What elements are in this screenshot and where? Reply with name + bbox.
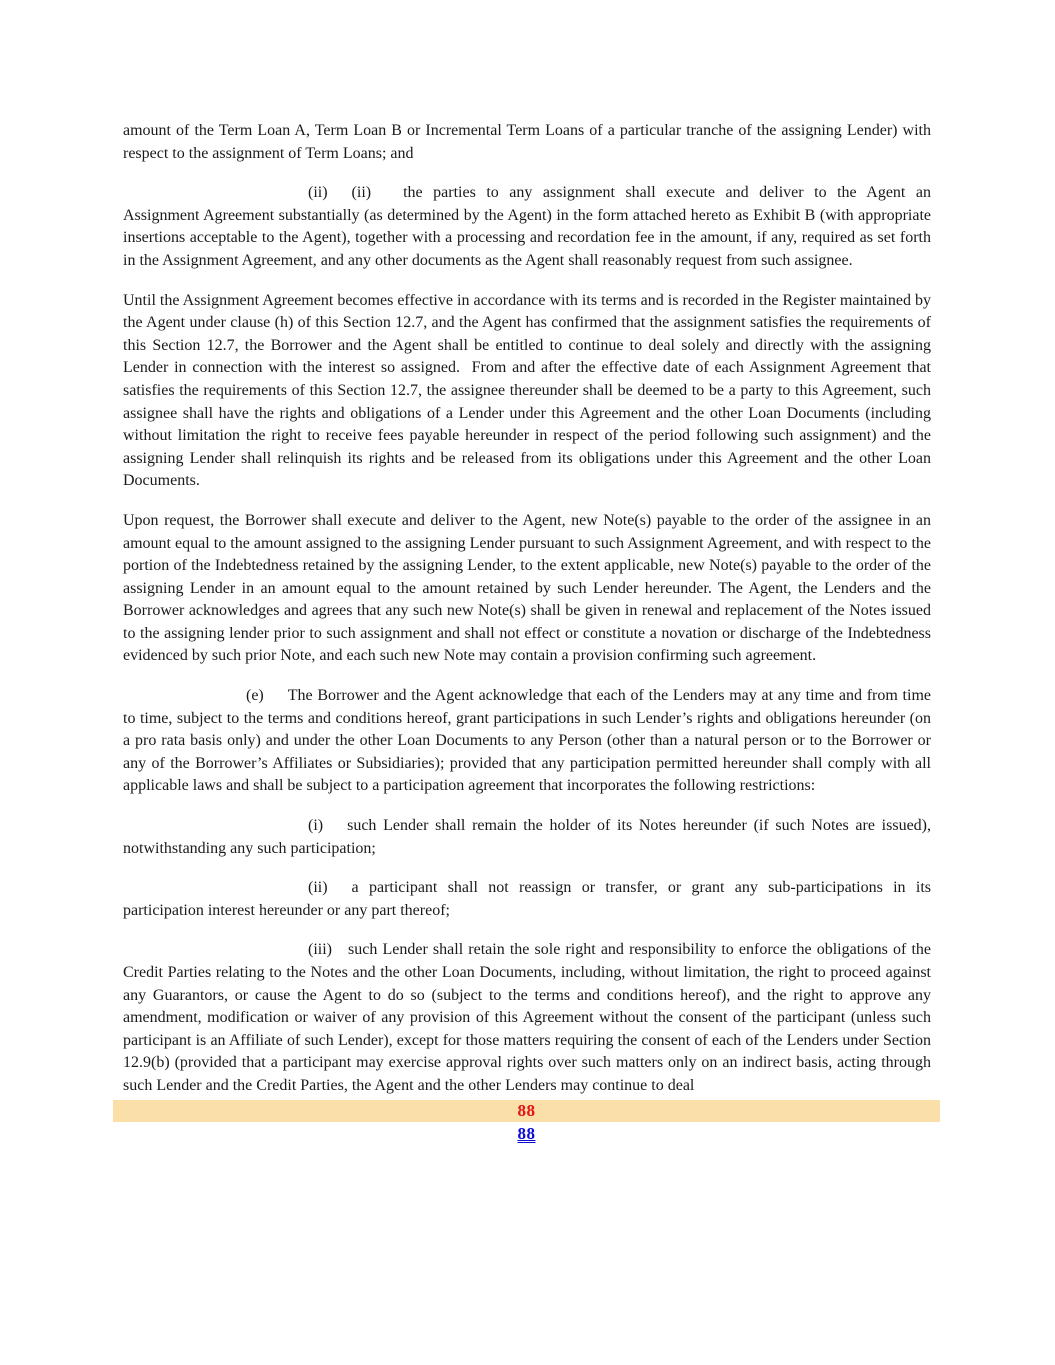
paragraph: (ii) a participant shall not reassign or transfer, or grant any sub-participations in its participation interest hereunder or any part thereof; [123,879,931,919]
paragraph: (i) such Lender shall remain the holder of its Notes hereunder (if such Notes are issued), notwithstanding any such participation; [123,817,931,857]
paragraph: Until the Assignment Agreement becomes effective in accordance with its terms and is recorded in the Register maintained by the Agent under clause (h) of this Section 12.7, and the Agent has confirmed that the assignment satisfies the requirements of this Section 12.7, the Borrower and the Agent shall be entitled to continue to deal solely and directly with the assigning Lender in connection with the interest so assigned. From and after the effective date of each Assignment Agreement that satisfies the requirements of this Section 12.7, the assignee thereunder shall be deemed to be a party to this Agreement, such assignee shall have the rights and obligations of a Lender under this Agreement and the other Loan Documents (including without limitation the right to receive fees payable hereunder in respect of the period following such assignment) and the assigning Lender shall relinquish its rights and be released from its obligations under this Agreement and the other Loan Documents. [123,291,931,490]
page-number-link-row [113,1122,940,1148]
page-number-highlight-band [113,1100,940,1122]
document-body [123,120,931,1098]
paragraph: amount of the Term Loan A, Term Loan B or Incremental Term Loans of a particular tranche of the assigning Lender) with respect to the assignment of Term Loans; and [123,122,931,162]
page-footer [123,1100,931,1148]
paragraph: (iii) such Lender shall retain the sole right and responsibility to enforce the obligations of the Credit Parties relating to the Notes and the other Loan Documents, including, without limitation, the right to proceed against any Guarantors, or cause the Agent to do so (subject to the terms and conditions hereof), and the right to approve any amendment, modification or waiver of any provision of this Agreement without the consent of the participant (unless such participant is an Affiliate of such Lender), except for those matters requiring the consent of each of the Lenders under Section 12.9(b) (provided that a participant may exercise approval rights over such matters only on an indirect basis, acting through such Lender and the Credit Parties, the Agent and the other Lenders may continue to deal [123,941,931,1094]
paragraph: (e) The Borrower and the Agent acknowledge that each of the Lenders may at any time and from time to time, subject to the terms and conditions hereof, grant participations in such Lender’s rights and obligations hereunder (on a pro rata basis only) and under the other Loan Documents to any Person (other than a natural person or to the Borrower or any of the Borrower’s Affiliates or Subsidiaries); provided that any participation permitted hereunder shall comply with all applicable laws and shall be subject to a participation agreement that incorporates the following restrictions: [123,687,931,795]
paragraph: (ii) (ii) the parties to any assignment shall execute and deliver to the Agent an Assignment Agreement substantially (as determined by the Agent) in the form attached hereto as Exhibit B (with appropriate insertions acceptable to the Agent), together with a processing and recordation fee in the amount, if any, required as set forth in the Assignment Agreement, and any other documents as the Agent shall reasonably request from such assignee. [123,184,931,269]
page-number-link[interactable]: 88 [517,1123,536,1143]
paragraph: Upon request, the Borrower shall execute and deliver to the Agent, new Note(s) payable to the order of the assignee in an amount equal to the amount assigned to the assigning Lender pursuant to such Assignment Agreement, and with respect to the portion of the Indebtedness retained by the assigning Lender, to the extent applicable, new Note(s) payable to the order of the assigning Lender in an amount equal to the amount retained by such Lender hereunder. The Agent, the Lenders and the Borrower acknowledges and agrees that any such new Note(s) shall be given in renewal and replacement of the Notes issued to the assigning lender prior to such assignment and shall not effect or constitute a novation or discharge of the Indebtedness evidenced by such prior Note, and each such new Note may contain a provision confirming such agreement. [123,511,931,665]
page-number-highlighted: 88 [517,1100,536,1120]
